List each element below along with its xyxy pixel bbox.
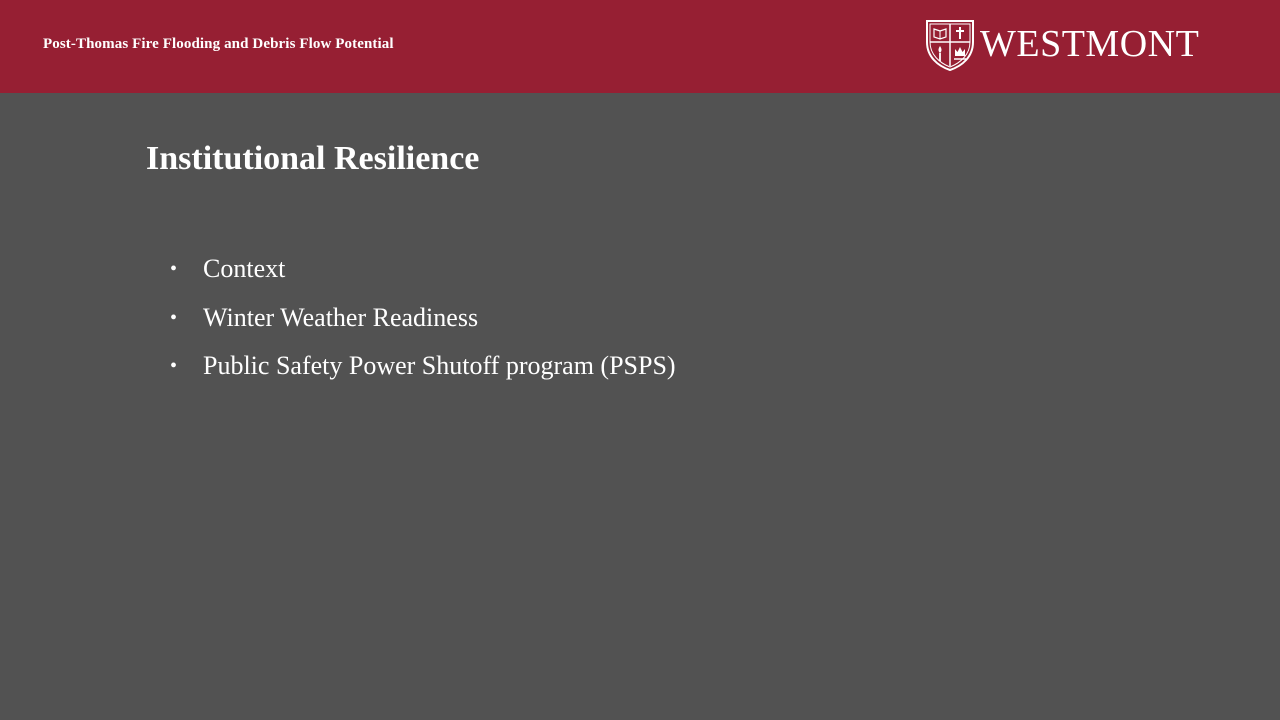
bullet-item <box>170 245 676 294</box>
bullet-list <box>170 245 676 391</box>
westmont-logo <box>924 18 1204 72</box>
shield-crest-icon <box>924 18 976 72</box>
bullet-text: Public Safety Power Shutoff program (PSPS) <box>203 351 676 381</box>
bullet-point-icon: • <box>170 355 178 378</box>
bullet-text: Context <box>203 254 286 284</box>
bullet-point-icon: • <box>170 258 178 281</box>
bullet-item <box>170 294 676 343</box>
bullet-point-icon: • <box>170 306 178 329</box>
bullet-item <box>170 342 676 391</box>
presentation-title: Post-Thomas Fire Flooding and Debris Flow Potential <box>43 36 394 52</box>
logo-wordmark: WESTMONT <box>980 23 1200 65</box>
bullet-text: Winter Weather Readiness <box>203 302 479 332</box>
header-bar <box>0 0 1280 93</box>
slide-title: Institutional Resilience <box>146 140 480 177</box>
